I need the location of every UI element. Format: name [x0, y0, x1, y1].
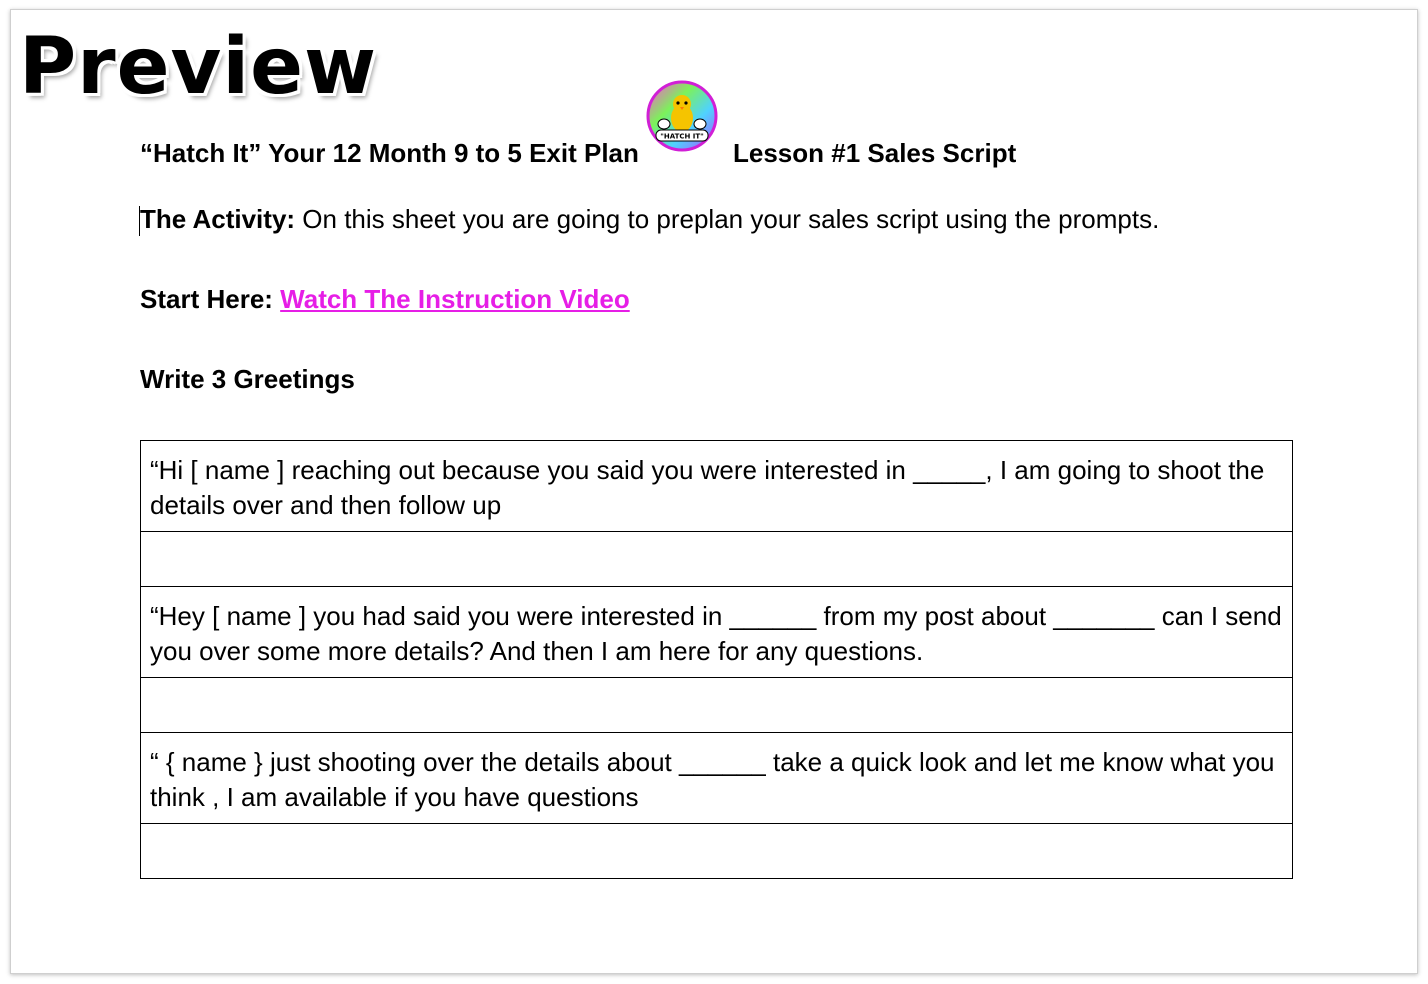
logo-text: "HATCH IT"	[660, 132, 704, 141]
activity-text: On this sheet you are going to preplan your sales script using the prompts.	[295, 204, 1160, 234]
activity-paragraph	[140, 204, 1159, 235]
table-row	[141, 587, 1293, 678]
greetings-heading: Write 3 Greetings	[140, 364, 355, 394]
instruction-video-link[interactable]: Watch The Instruction Video	[280, 284, 630, 314]
course-title: “Hatch It” Your 12 Month 9 to 5 Exit Plan	[140, 138, 639, 168]
table-row	[141, 441, 1293, 532]
text-cursor	[139, 206, 140, 236]
preview-watermark: Preview	[19, 22, 378, 112]
table-row	[141, 733, 1293, 824]
table-row	[141, 678, 1293, 733]
lesson-title: Lesson #1 Sales Script	[733, 138, 1017, 168]
greeting-prompt-1: “Hi [ name ] reaching out because you said you were interested in _____, I am going to shoot the details over and then follow up	[141, 441, 1293, 532]
greeting-answer-1[interactable]	[141, 532, 1293, 587]
greeting-prompt-3: “ { name } just shooting over the details about ______ take a quick look and let me know what you think , I am available if you have questions	[141, 733, 1293, 824]
start-label: Start Here:	[140, 284, 281, 314]
activity-label: The Activity:	[140, 204, 296, 234]
greetings-table	[140, 440, 1293, 879]
hatch-it-logo-icon	[646, 80, 718, 152]
greeting-prompt-2: “Hey [ name ] you had said you were interested in ______ from my post about _______ can I send you over some more details? And then I am here for any questions.	[141, 587, 1293, 678]
title-row	[140, 132, 1140, 172]
greeting-answer-3[interactable]	[141, 824, 1293, 879]
greeting-answer-2[interactable]	[141, 678, 1293, 733]
start-here-line	[140, 284, 630, 315]
table-row	[141, 532, 1293, 587]
table-row	[141, 824, 1293, 879]
document-page	[10, 9, 1418, 974]
